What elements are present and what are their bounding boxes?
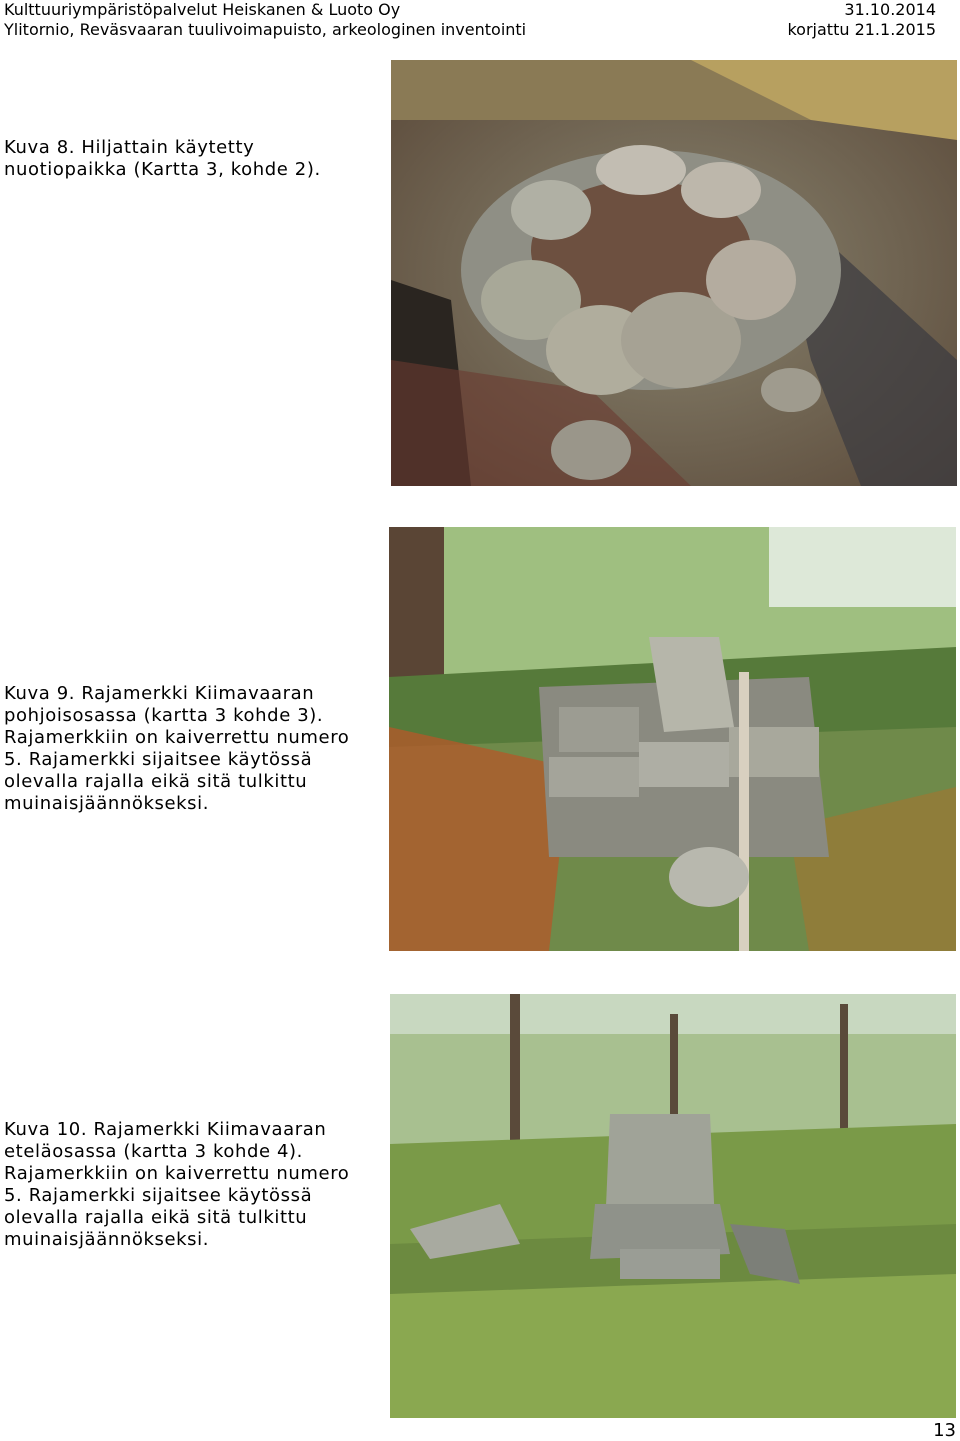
figure-9-photo [389, 527, 956, 951]
header-project: Ylitornio, Reväsvaaran tuulivoimapuisto, arkeologinen inventointi [4, 20, 527, 39]
header-company-line [4, 0, 936, 20]
figure-9-caption: Kuva 9. Rajamerkki Kiimavaaran pohjoisosassa (kartta 3 kohde 3). Rajamerkkiin on kaiverrettu numero 5. Rajamerkki sijaitsee käytössä olevalla rajalla eikä sitä tulkittu muinaisjäännökseksi. [4, 683, 350, 814]
figure-8-caption: Kuva 8. Hiljattain käytetty nuotiopaikka (Kartta 3, kohde 2). [4, 137, 321, 180]
header-company: Kulttuuriympäristöpalvelut Heiskanen & Luoto Oy [4, 0, 401, 19]
figure-10-caption: Kuva 10. Rajamerkki Kiimavaaran eteläosassa (kartta 3 kohde 4). Rajamerkkiin on kaiverrettu numero 5. Rajamerkki sijaitsee käytössä olevalla rajalla eikä sitä tulkittu muinaisjäännökseksi. [4, 1119, 350, 1250]
figure-10-photo [390, 994, 956, 1418]
figure-8-photo [391, 60, 957, 486]
header-date: 31.10.2014 [844, 0, 936, 19]
page-number: 13 [933, 1420, 956, 1441]
header-project-line [4, 20, 936, 40]
header-revised: korjattu 21.1.2015 [787, 20, 936, 39]
